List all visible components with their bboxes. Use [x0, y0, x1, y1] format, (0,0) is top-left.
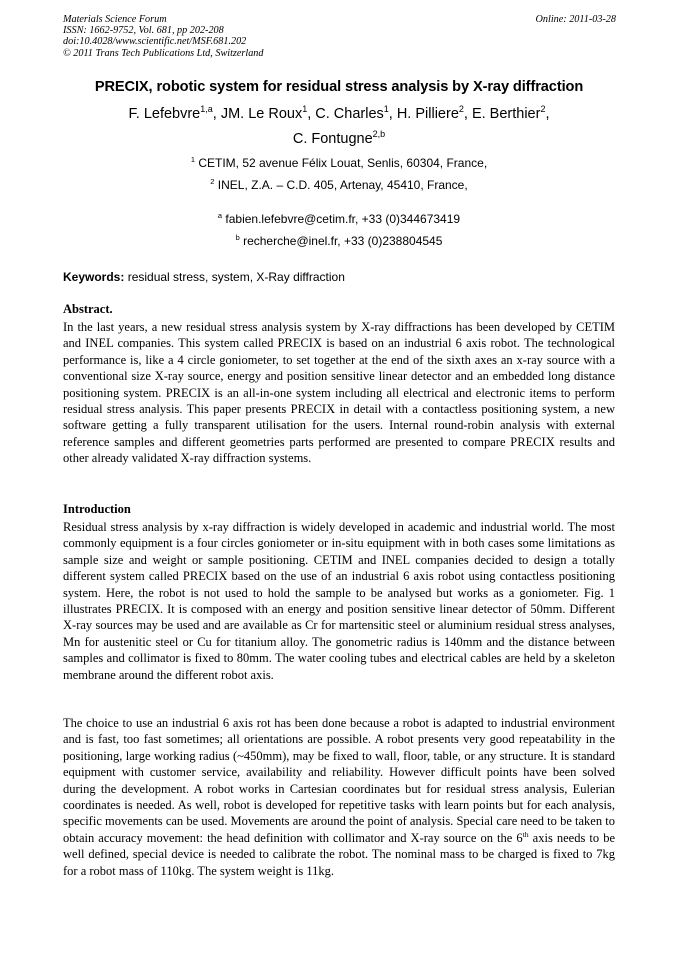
contact-a: $^a$ fabien.lefebvre@cetim.fr, +33 (0)344673419 — [217, 211, 461, 226]
introduction-heading: Introduction — [63, 502, 131, 516]
author-leroux: , JM. Le Roux — [212, 106, 303, 122]
abstract-text: In the last years, a new residual stress analysis system by X-ray diffractions has been developed by CETIM and INEL companies. This system called PRECIX is based on an industrial 6 axis robot. The technological performance is, like a 4 circle goniometer, to set together at the end of the sixth axes an x-ray source with a conventional size X-ray source, energy and position sensitive linear detector and an embedded long distance positioning system. PRECIX is an all-in-one system including all electrical and electronic items to perform residual stress analysis. This paper presents PRECIX in detail with a contactless positioning system, a new software getting a fully transparent utilisation for the users. Internal round-robin analysis with external reference samples and different geometries parts performed are presented to compare PRECIX results and other already validated X-ray diffraction systems. — [63, 320, 615, 466]
keywords-label: Keywords: — [63, 270, 125, 284]
author-pilliere: , H. Pilliere — [388, 106, 459, 122]
author-list-line-1: F. Lefebvre$^{1,a}$, JM. Le Roux$^1$, C. Charles$^1$, H. Pilliere$^2$, E. Berthier$^2$, — [128, 104, 550, 122]
author-fontugne: C. Fontugne — [292, 131, 373, 147]
paper-title: PRECIX, robotic system for residual stress analysis by X-ray diffraction — [94, 79, 584, 95]
author-lefebvre: F. Lefebvre — [128, 106, 201, 122]
contact-b: $^b$ recherche@inel.fr, +33 (0)238804545 — [235, 233, 443, 248]
keywords — [63, 270, 345, 284]
author-charles: , C. Charles — [307, 106, 384, 122]
affiliation-1: $^1$ CETIM, 52 avenue Félix Louat, Senlis, 60304, France, — [190, 155, 488, 170]
author-list-line-2: C. Fontugne$^{2,b}$ — [292, 129, 386, 147]
abstract-heading: Abstract. — [63, 302, 113, 316]
issn: ISSN: 1662-9752, Vol. 681, pp 202-208 — [63, 25, 224, 37]
online-date: Online: 2011-03-28 — [535, 14, 616, 25]
journal-header — [63, 14, 263, 59]
doi: doi:10.4028/www.scientific.net/MSF.681.202 — [63, 36, 247, 48]
author-berthier: , E. Berthier — [463, 106, 541, 122]
affiliation-2: $^2$ INEL, Z.A. – C.D. 405, Artenay, 45410, France, — [210, 177, 468, 192]
introduction-paragraph-2: The choice to use an industrial 6 axis rot has been done because a robot is adapted to industrial environment and is fast, too fast sometimes; all orientations are possible. A robot presents very good repeatability in the positioning, large working radius (~450mm), may be fixed to wall, floor, table, or any structure. It is standard equipment with customer service, availability and reliability. However difficult points have been solved during the development. A robot works in Cartesian coordinates but for residual stress analysis, Eulerian coordinates is needed. As well, robot is developed for repetitive tasks with learn points but for each analysis, specific movements can be used. Movements are around the point of analysis. Special care need to be taken to obtain accuracy movement: the head definition with collimator and X-ray source on the 6th axis needs to be well defined, special device is needed to calibrate the robot. The nominal mass to be charged is fixed to 7kg for a robot mass of 110kg. The system weight is 11kg. — [63, 716, 615, 878]
keywords-text: residual stress, system, X-Ray diffraction — [124, 270, 345, 284]
introduction-paragraph-1: Residual stress analysis by x-ray diffraction is widely developed in academic and industrial world. The most commonly equipment is a four circles goniometer or in-situ equipment with in both cases some limitations as sample size and weight or sample positioning. CETIM and INEL companies decided to design a totally different system called PRECIX based on the use of an industrial 6 axis robot using contactless positioning system. Here, the robot is not used to hold the sample to be analysed but works as a goniometer. Fig. 1 illustrates PRECIX. It is composed with an energy and position sensitive linear detector of 50mm. Different X-ray sources may be used and are available as Cr for martensitic steel or aluminium residual stress analyses, Mn for austenitic steel or Cu for titanium alloy. The gonometric radius is 140mm and the distance between samples and collimator is fixed to 80mm. The water cooling tubes and electrical cables are held by a skeleton membrane around the different robot axis. — [63, 520, 615, 682]
copyright: © 2011 Trans Tech Publications Ltd, Switzerland — [63, 47, 264, 59]
journal-name: Materials Science Forum — [63, 14, 167, 25]
